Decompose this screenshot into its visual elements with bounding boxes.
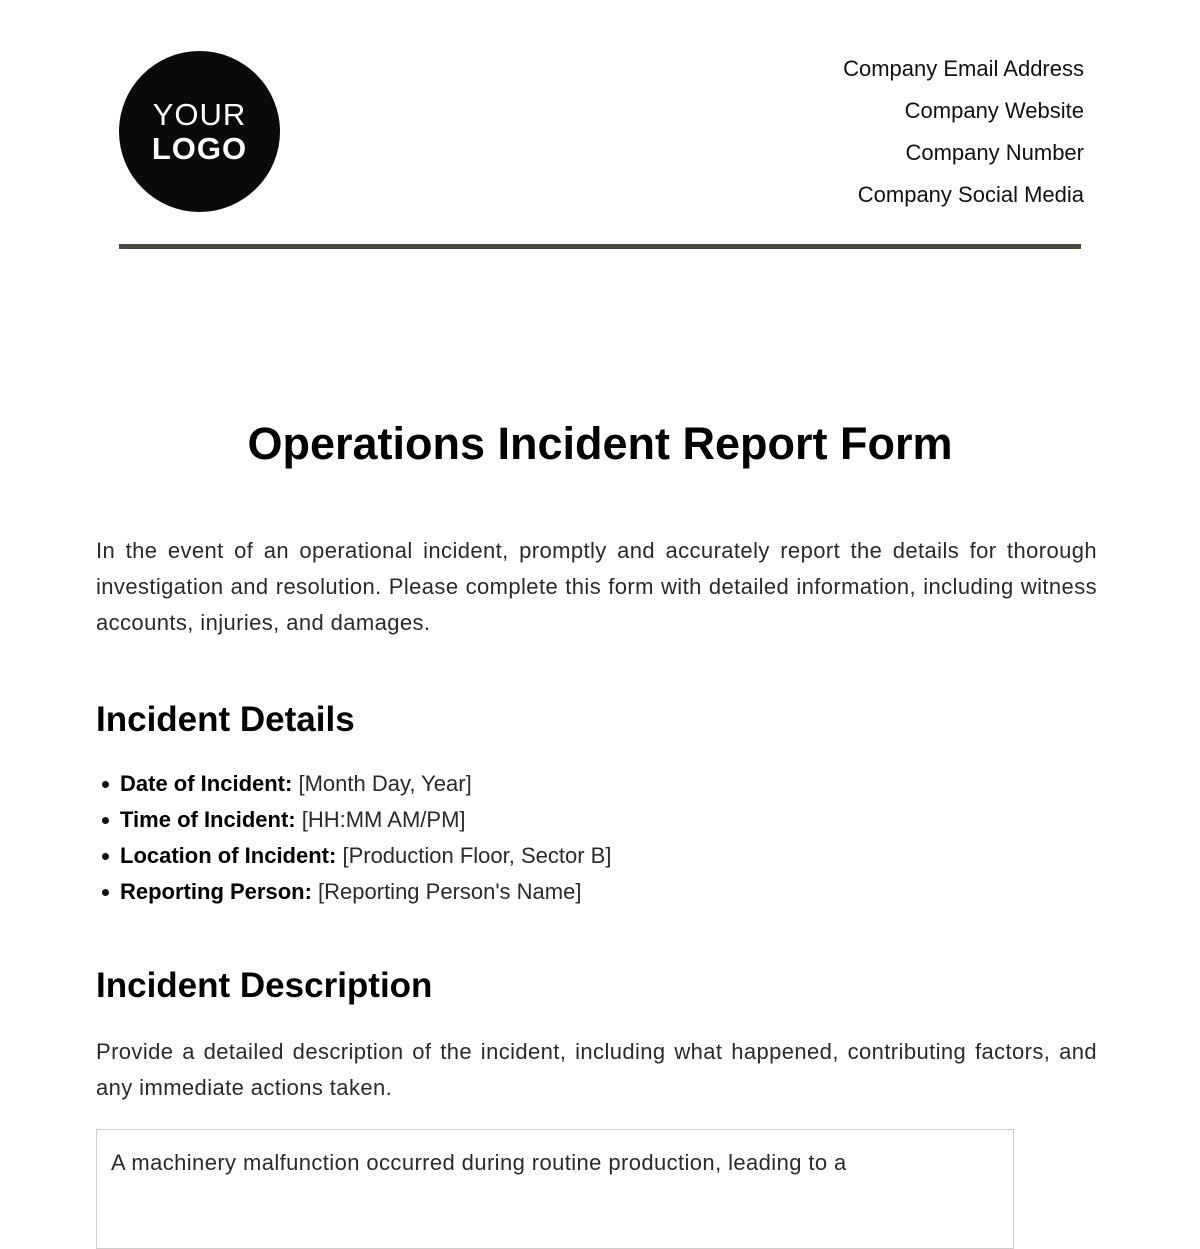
list-item-reporter [96,874,611,910]
company-logo [119,51,280,212]
field-label: Location of Incident: [120,843,337,868]
bullet-icon [102,853,109,860]
page-title: Operations Incident Report Form [247,418,953,469]
company-social-media: Company Social Media [857,182,1084,207]
field-value[interactable]: [Month Day, Year] [298,771,472,796]
bullet-icon [102,889,109,896]
list-item-location [96,838,611,874]
bullet-icon [102,817,109,824]
company-number: Company Number [905,140,1084,165]
field-value[interactable]: [Production Floor, Sector B] [342,843,612,868]
field-value[interactable]: [HH:MM AM/PM] [301,807,466,832]
logo-line-2: LOGO [151,131,248,166]
field-label: Date of Incident: [120,771,293,796]
list-item-date [96,766,611,802]
list-item-time [96,802,611,838]
header-divider [119,244,1081,249]
field-value[interactable]: [Reporting Person's Name] [318,879,582,904]
intro-paragraph: In the event of an operational incident, promptly and accurately report the details for thorough investigation and resolution. Please complete this form with detailed information, including witness accounts, injuries, and damages. [96,538,1097,635]
incident-details-list [96,766,611,910]
bullet-icon [102,781,109,788]
field-label: Time of Incident: [120,807,296,832]
incident-details-heading: Incident Details [96,700,355,739]
company-website: Company Website [904,98,1084,123]
field-label: Reporting Person: [120,879,312,904]
incident-description-prompt: Provide a detailed description of the incident, including what happened, contributing factors, and any immediate actions taken. [96,1039,1097,1100]
company-email: Company Email Address [843,56,1084,81]
company-contact-block [843,54,1084,222]
incident-description-heading: Incident Description [96,966,433,1005]
incident-description-text: A machinery malfunction occurred during routine production, leading to a [111,1150,847,1175]
logo-line-1: YOUR [152,97,247,132]
incident-description-box[interactable] [96,1129,1014,1249]
